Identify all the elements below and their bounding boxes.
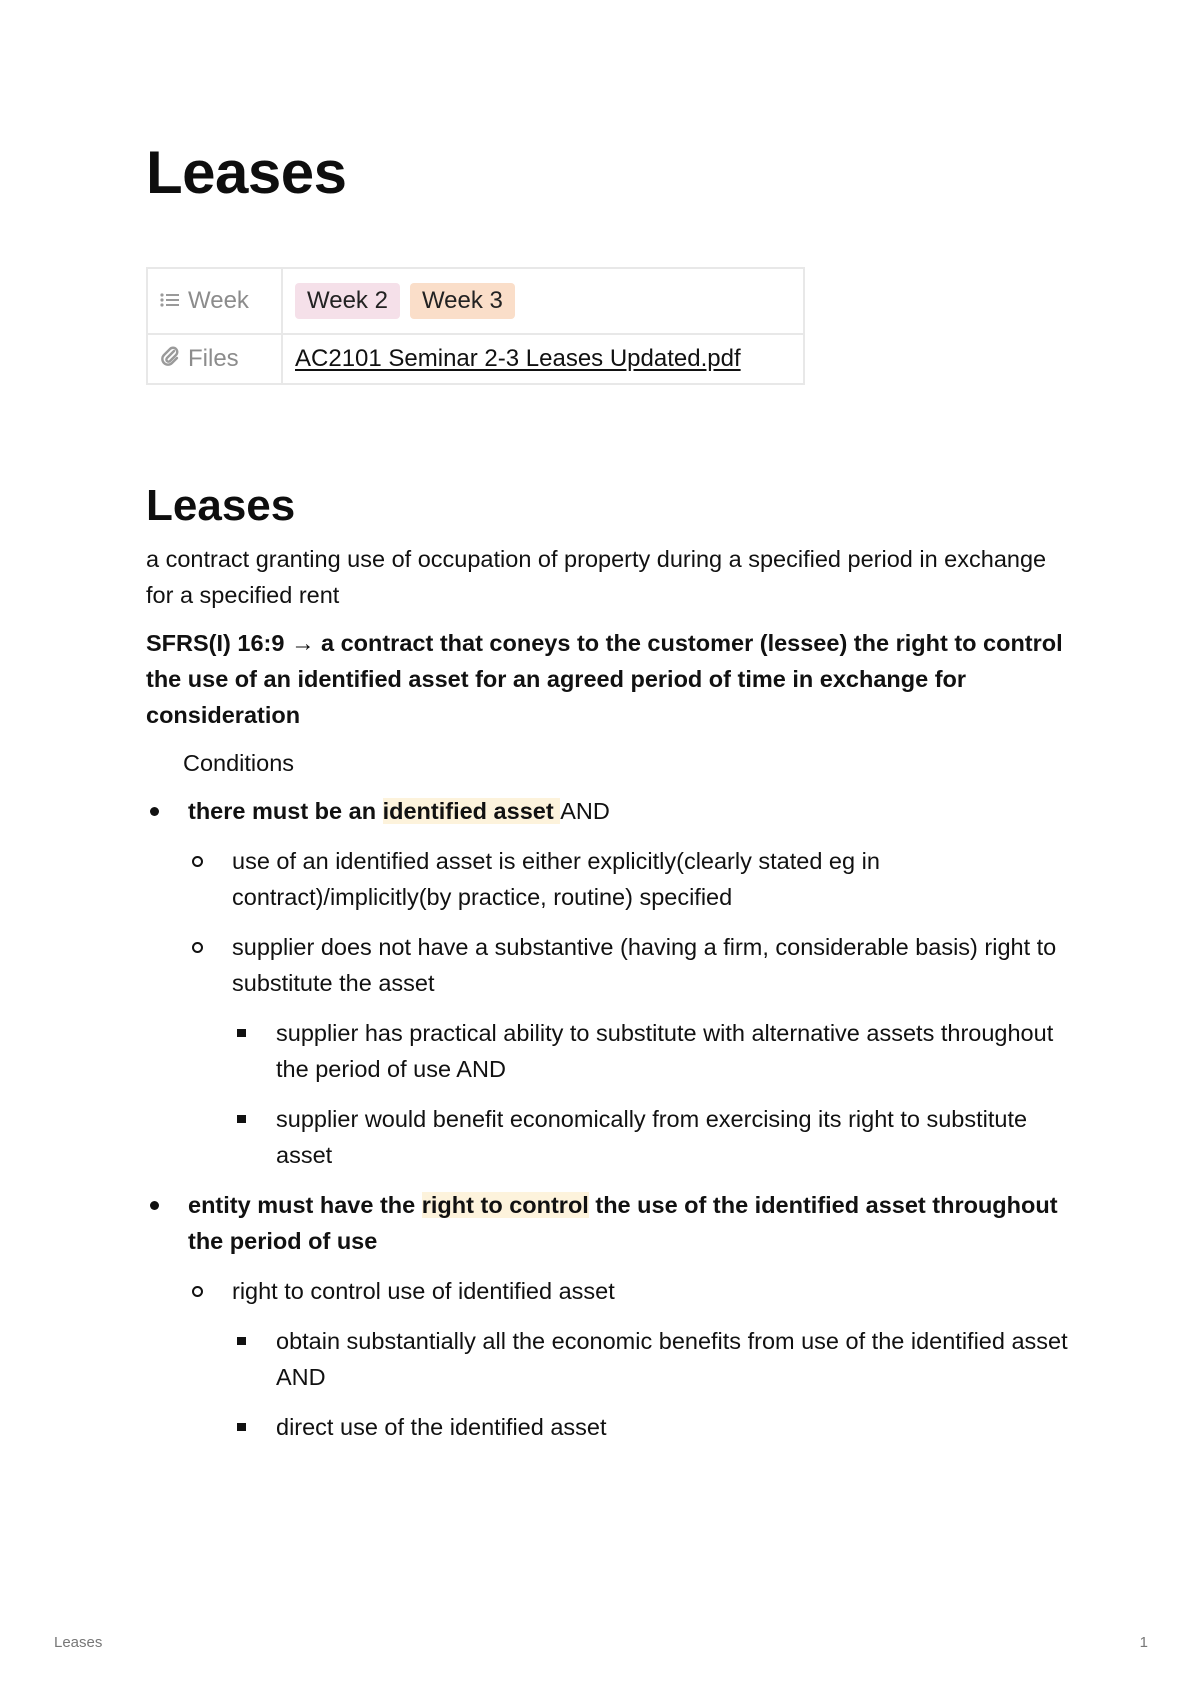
conditions-label: Conditions (183, 749, 295, 776)
footer-title: Leases (54, 1634, 103, 1651)
list-item (188, 1273, 1076, 1445)
bullet-disc (150, 807, 159, 816)
paperclip-icon (160, 345, 180, 373)
condition-item-2 (146, 1187, 1076, 1445)
bullet-square (237, 1423, 246, 1431)
condition-item-1 (146, 793, 1076, 1173)
page-title: Leases (146, 139, 347, 206)
condition-1-post: AND (560, 797, 610, 824)
list-item (232, 1101, 1076, 1173)
list-item-text: supplier does not have a substantive (having a firm, considerable basis) right to substitute the asset (232, 933, 1057, 996)
properties-table (146, 267, 805, 385)
property-row-week (147, 268, 804, 334)
tag-week-3[interactable]: Week 3 (410, 283, 515, 319)
list-item (232, 1323, 1076, 1395)
condition-2-post: the use of the identified asset throughout the period of use (188, 1191, 1058, 1254)
sfrs-definition: SFRS(I) 16:9 → a contract that coneys to the customer (lessee) the right to control the use of an identified asset for an agreed period of time in exchange for consideration (146, 629, 1063, 728)
file-link[interactable]: AC2101 Seminar 2-3 Leases Updated.pdf (295, 345, 741, 372)
definition-text: a contract granting use of occupation of property during a specified period in exchange for a specified rent (146, 545, 1047, 608)
list-item-text: direct use of the identified asset (276, 1413, 607, 1440)
bullet-circle (192, 942, 203, 953)
list-icon (160, 287, 180, 315)
list-item-text: supplier has practical ability to substitute with alternative assets throughout the period of use AND (276, 1019, 1054, 1082)
bullet-square (237, 1337, 246, 1345)
highlight-right-to-control: right to control (421, 1191, 589, 1218)
condition-2-pre: entity must have the (188, 1191, 422, 1218)
list-item (188, 843, 1076, 915)
list-item (232, 1409, 1076, 1445)
property-key-files (147, 334, 282, 384)
property-label-week: Week (188, 287, 249, 314)
section-heading: Leases (146, 481, 296, 530)
content (146, 480, 1076, 1459)
tag-week-2[interactable]: Week 2 (295, 283, 400, 319)
condition-1-pre: there must be an (188, 797, 383, 824)
list-item (232, 1015, 1076, 1087)
property-label-files: Files (188, 345, 239, 372)
list-item (188, 929, 1076, 1173)
highlight-identified-asset: identified asset (382, 797, 561, 824)
list-item-text: use of an identified asset is either explicitly(clearly stated eg in contract)/implicitly(by practice, routine) specified (232, 847, 880, 910)
list-item-text: supplier would benefit economically from exercising its right to substitute asset (276, 1105, 1028, 1168)
bullet-square (237, 1115, 246, 1123)
list-item-text: obtain substantially all the economic benefits from use of the identified asset AND (276, 1327, 1068, 1390)
bullet-square (237, 1029, 246, 1037)
list-item-text: right to control use of identified asset (232, 1277, 615, 1304)
property-row-files (147, 334, 804, 384)
property-key-week (147, 268, 282, 334)
property-value-files (282, 334, 804, 384)
conditions-list (146, 793, 1076, 1445)
property-value-week[interactable] (282, 268, 804, 334)
bullet-circle (192, 856, 203, 867)
bullet-disc (150, 1201, 159, 1210)
page-number: 1 (1139, 1634, 1148, 1651)
bullet-circle (192, 1286, 203, 1297)
